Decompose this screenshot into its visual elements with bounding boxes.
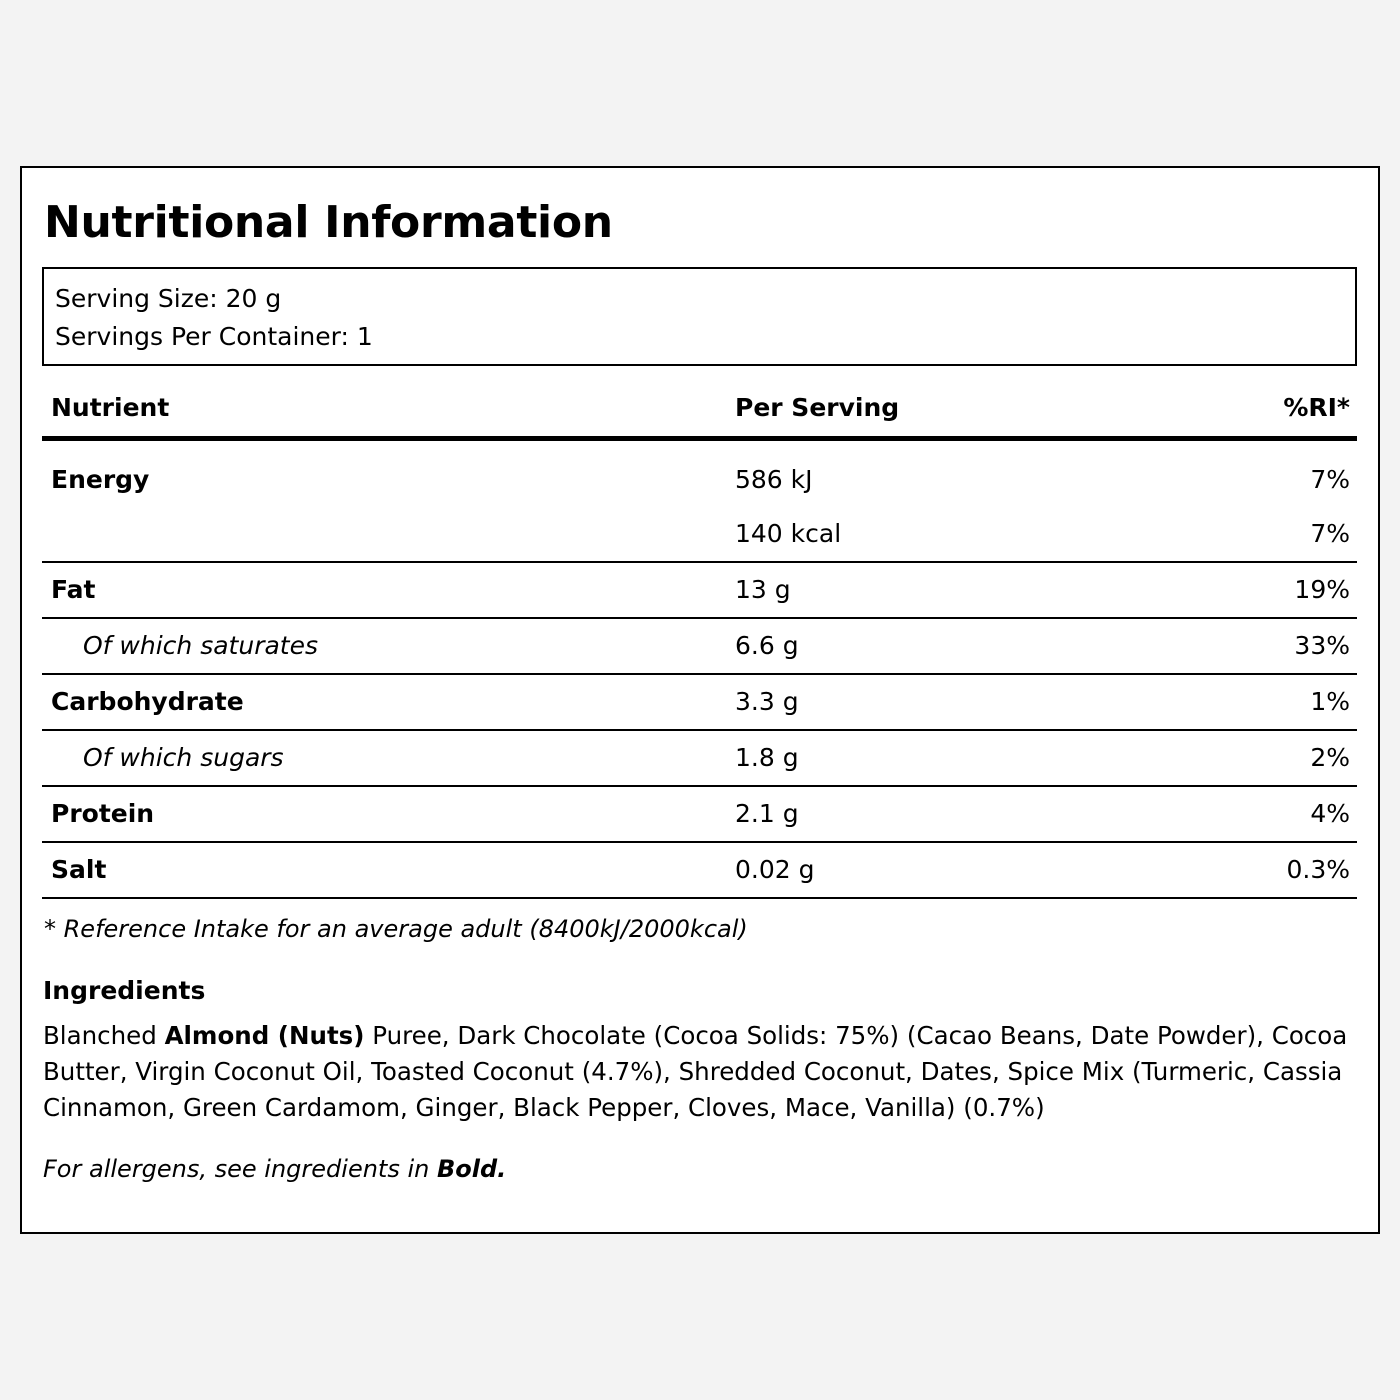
allergen-note-text: For allergens, see ingredients in <box>43 1155 437 1183</box>
page-title: Nutritional Information <box>44 197 613 248</box>
table-row <box>42 442 1357 498</box>
serving-info-box <box>42 267 1357 366</box>
nutrient-name: Protein <box>51 799 155 828</box>
nutrient-amount: 586 kJ <box>735 465 813 494</box>
column-header-ri: %RI* <box>1283 393 1350 422</box>
allergen-note-bold: Bold. <box>436 1155 507 1183</box>
nutrient-amount: 13 g <box>735 575 791 604</box>
table-row <box>42 731 1357 787</box>
ingredients-rest: Puree, Dark Chocolate (Cocoa Solids: 75%) (Cacao Beans, Date Powder), Cocoa Butter, Virgin Coconut Oil, Toasted Coconut (4.7%), Shredded Coconut, Dates, Spice Mix (Turmeric, Cassia Cinnamon, Green Cardamom, Ginger, Black Pepper, Cloves, Mace, Vanilla) (0.7%) <box>43 1021 1348 1122</box>
column-header-per-serving: Per Serving <box>735 393 900 422</box>
nutrition-panel <box>20 166 1380 1234</box>
nutrient-ri: 19% <box>1294 575 1350 604</box>
nutrient-amount: 1.8 g <box>735 743 799 772</box>
nutrient-amount: 6.6 g <box>735 631 799 660</box>
table-row <box>42 675 1357 731</box>
servings-per-container: Servings Per Container: 1 <box>55 322 373 351</box>
header-divider <box>42 436 1357 441</box>
nutrient-name: Of which saturates <box>83 631 318 660</box>
nutrient-ri: 1% <box>1310 687 1350 716</box>
ingredients-heading: Ingredients <box>43 976 206 1005</box>
table-row <box>42 843 1357 899</box>
nutrient-name: Carbohydrate <box>51 687 244 716</box>
table-row <box>42 787 1357 843</box>
column-header-nutrient: Nutrient <box>51 393 170 422</box>
nutrient-amount: 0.02 g <box>735 855 815 884</box>
allergen-note <box>43 1152 506 1186</box>
nutrient-amount: 140 kcal <box>735 519 842 548</box>
ingredients-list <box>43 1018 1359 1126</box>
table-row <box>42 563 1357 619</box>
nutrient-ri: 33% <box>1294 631 1350 660</box>
ingredients-allergen: Almond (Nuts) <box>164 1021 365 1050</box>
table-row <box>42 619 1357 675</box>
nutrient-amount: 3.3 g <box>735 687 799 716</box>
nutrient-name: Salt <box>51 855 107 884</box>
nutrient-ri: 4% <box>1310 799 1350 828</box>
table-row <box>42 505 1357 563</box>
nutrient-name: Energy <box>51 465 150 494</box>
nutrient-ri: 7% <box>1310 519 1350 548</box>
nutrient-amount: 2.1 g <box>735 799 799 828</box>
nutrient-ri: 7% <box>1310 465 1350 494</box>
reference-intake-footnote: * Reference Intake for an average adult (8400kJ/2000kcal) <box>44 915 748 943</box>
nutrient-name: Fat <box>51 575 96 604</box>
nutrient-ri: 2% <box>1310 743 1350 772</box>
serving-size: Serving Size: 20 g <box>55 284 282 313</box>
ingredients-prefix: Blanched <box>43 1021 165 1050</box>
nutrient-name: Of which sugars <box>83 743 284 772</box>
table-header <box>42 380 1357 436</box>
nutrient-ri: 0.3% <box>1286 855 1350 884</box>
